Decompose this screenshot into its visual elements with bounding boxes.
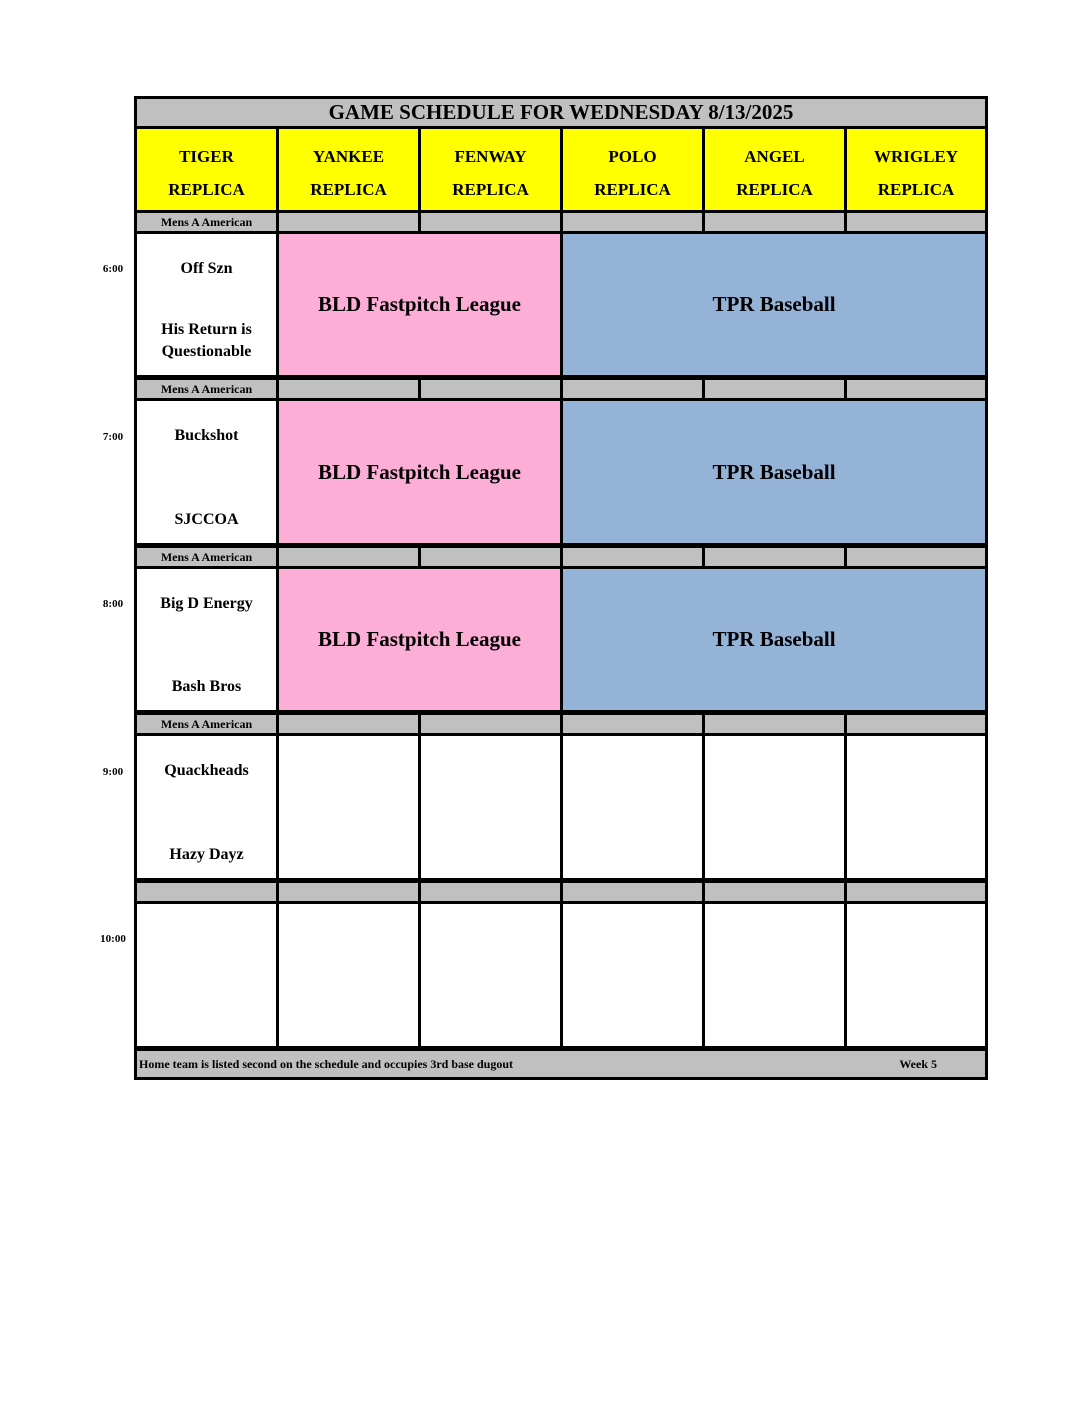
schedule-grid [134, 96, 988, 1080]
empty-slot [134, 901, 279, 1049]
field-name: WRIGLEY [873, 147, 959, 166]
time-label: 10:00 [100, 933, 126, 945]
time-label: 8:00 [102, 598, 124, 610]
away-team: Buckshot [174, 427, 239, 444]
field-name: POLO [608, 147, 657, 166]
field-header-wrigley [844, 126, 988, 213]
empty-slot [702, 733, 847, 881]
field-name: YANKEE [312, 147, 385, 166]
schedule-footer [134, 1048, 988, 1080]
rental-block-bld: BLD Fastpitch League [276, 566, 563, 713]
division-label: Mens A American [134, 210, 279, 234]
empty-slot [560, 901, 705, 1049]
away-team: Big D Energy [160, 595, 253, 612]
rental-block-tpr: TPR Baseball [560, 398, 988, 546]
field-sub: REPLICA [736, 180, 813, 199]
field-header-tiger [134, 126, 279, 213]
matchup-cell [134, 566, 279, 713]
empty-slot [702, 901, 847, 1049]
division-label: Mens A American [134, 712, 279, 736]
time-label: 6:00 [102, 263, 124, 275]
schedule-title: GAME SCHEDULE FOR WEDNESDAY 8/13/2025 [134, 96, 988, 129]
home-team: Bash Bros [171, 678, 242, 695]
field-header-angel [702, 126, 847, 213]
rental-block-tpr: TPR Baseball [560, 566, 988, 713]
field-sub: REPLICA [452, 180, 529, 199]
away-team: Off Szn [180, 260, 233, 277]
home-team: SJCCOA [174, 511, 239, 528]
field-header-yankee [276, 126, 421, 213]
division-label: Mens A American [134, 377, 279, 401]
empty-slot [418, 733, 563, 881]
matchup-cell [134, 733, 279, 881]
empty-slot [418, 901, 563, 1049]
field-sub: REPLICA [310, 180, 387, 199]
rental-block-tpr: TPR Baseball [560, 231, 988, 378]
empty-slot [844, 733, 988, 881]
rental-block-bld: BLD Fastpitch League [276, 231, 563, 378]
field-sub: REPLICA [594, 180, 671, 199]
division-label: Mens A American [134, 545, 279, 569]
week-label: Week 5 [899, 1056, 937, 1071]
field-header-polo [560, 126, 705, 213]
empty-slot [844, 901, 988, 1049]
field-name: TIGER [179, 147, 234, 166]
matchup-cell [134, 398, 279, 546]
away-team: Quackheads [164, 762, 249, 779]
empty-slot [560, 733, 705, 881]
time-label: 9:00 [102, 766, 124, 778]
field-name: ANGEL [744, 147, 805, 166]
empty-slot [276, 901, 421, 1049]
empty-slot [276, 733, 421, 881]
time-label: 7:00 [102, 431, 124, 443]
field-sub: REPLICA [877, 180, 955, 199]
rental-block-bld: BLD Fastpitch League [276, 398, 563, 546]
footer-note: Home team is listed second on the schedule and occupies 3rd base dugout [139, 1056, 514, 1071]
matchup-cell [134, 231, 279, 378]
field-header-fenway [418, 126, 563, 213]
field-name: FENWAY [454, 147, 527, 166]
field-sub: REPLICA [168, 180, 245, 199]
home-team: Hazy Dayz [169, 846, 244, 863]
home-team: His Return is Questionable [161, 321, 252, 360]
